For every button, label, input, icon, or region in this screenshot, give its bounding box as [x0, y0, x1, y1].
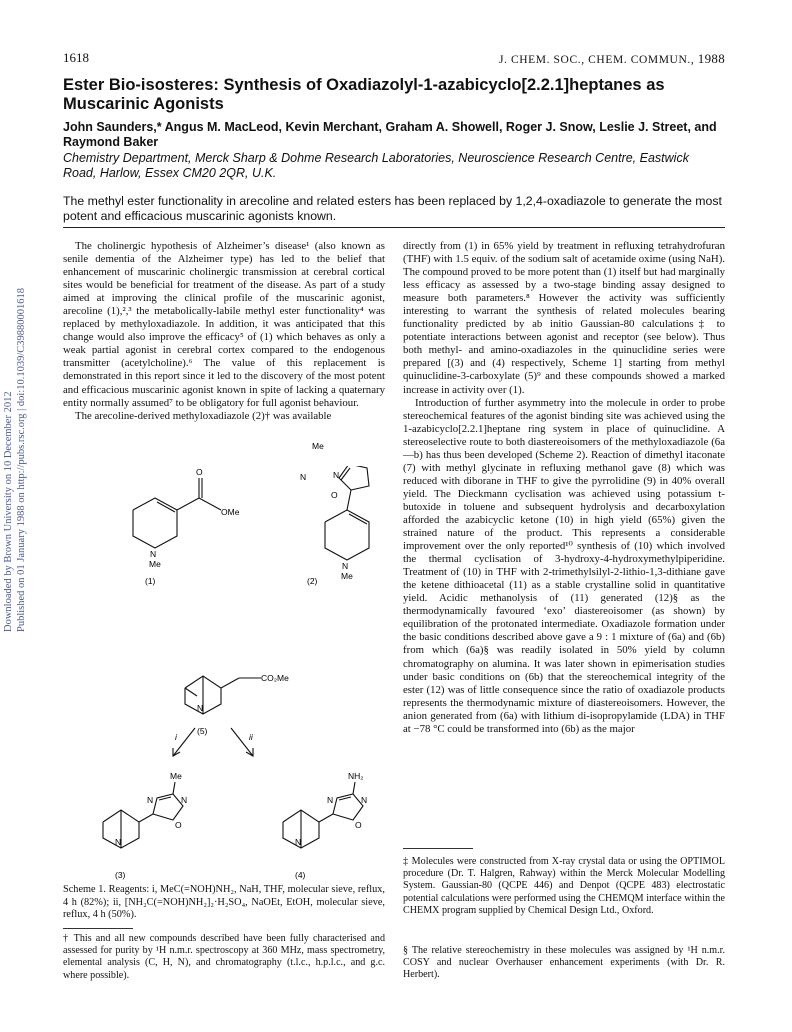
label-compound-1: (1) [145, 576, 156, 586]
n-label-3a: N [147, 795, 154, 805]
arrow-label-i: i [175, 732, 177, 742]
methyl-label-2: Me [312, 441, 324, 451]
oxadiazole-n-left: N [300, 472, 307, 482]
scheme-1-caption: Scheme 1. Reagents: i, MeC(=NOH)NH₂, NaH, THF, molecular sieve, reflux, 4 h (82%); ii, [NH₂C(=NOH)NH₂]₂·H₂SO₄, NaOEt, EtOH, molecular sieve, reflux, 4 h (50%). [63, 884, 385, 920]
n-atom-5: N [197, 703, 204, 713]
abstract: The methyl ester functionality in arecoline and related esters has been replaced by 1,2,4-oxadiazole to generate the most potent and efficacious muscarinic agonists known. [63, 194, 722, 223]
journal-year: 1988 [697, 51, 725, 66]
oxadiazole-n-right: N [333, 470, 340, 480]
page-number: 1618 [63, 50, 89, 65]
oxadiazole-2-labels [295, 440, 385, 500]
oxadiazole-products-svg [63, 770, 385, 882]
author-list: John Saunders,* Angus M. MacLeod, Kevin Merchant, Graham A. Showell, Roger J. Snow, Leslie J. Street, and Raymond Baker [63, 120, 717, 149]
n-atom-2: N [342, 561, 349, 571]
running-head [63, 50, 725, 66]
o-label-3: O [175, 820, 182, 830]
n-atom-3: N [115, 837, 122, 847]
oxadiazole-o: O [331, 490, 338, 500]
right-paragraph-2: Introduction of further asymmetry into the molecule in order to probe stereochemical features of the agonist binding site was achieved using the 1-azabicyclo[2.2.1]heptane ring system in place of quinuclidine. A stereoselective route to both diastereoisomers of the methyloxadiazole (6a—b) has thus been developed (Scheme 2). Reaction of dimethyl itaconate (7) with methyl glycinate in refluxing methanol gave (8) which was reduced with diborane in THF to give the pyrrolidine (9) in 40% overall yield. The Dieckmann cyclisation was achieved using potassium t-butoxide in toluene and subsequent hydrolysis and decarboxylation afforded the azabicyclic ketone (10) in high yield (65%) given the strained nature of the product. This represents a considerable improvement over the only reported¹⁰ synthesis of (10) which involved the thermal cyclisation of 3-hydroxy-4-hydroxymethylpiperidine. Treatment of (10) in THF with 2-trimethylsilyl-2-lithio-1,3-dithiane gave the ketene dithioacetal (11) as a stable crystalline solid in quantitative yield. Acidic methanolysis of (11) generated (12)§ as the thermodynamically favoured ‘exo’ diastereoisomer (as shown) by equilibration of the protonated intermediate. Oxadiazole formation under the basic conditions described above gave a 9 : 1 mixture of (6a) and (6b) from which (6a)§ was readily isolated in 50% yield by column chromatography on alumina. It was later shown in epimerisation studies under basic conditions on (6b) that the stereochemical integrity of the ester (12) was of little consequence since the ratio of oxadiazole products represents the thermodynamic mixture of diastereoisomers. However, the anion generated from (6a) with lithium di-isopropylamide (LDA) in THF at −78 °C could be transformed into (6b) as the major [403, 396, 725, 735]
co2me-group: CO₂Me [261, 673, 289, 683]
watermark-download-line: Downloaded by Brown University on 10 December 2012 [3, 391, 14, 632]
footnote-section: § The relative stereochemistry in these molecules was assigned by ¹H n.m.r. COSY and nuclear Overhauser enhancement experiments (with Dr. R. Herbert). [403, 945, 725, 981]
carbonyl-oxygen: O [196, 467, 203, 477]
n-methyl-2: Me [341, 571, 353, 581]
oxadiazole-2-svg [295, 440, 385, 500]
right-paragraph-1: directly from (1) in 65% yield by treatment in refluxing tetrahydrofuran (THF) with 1.5 equiv. of the sodium salt of acetamide oxime (using NaH). The compound proved to be more potent than (1) itself but had marginally less efficacy as assessed by a two-stage binding assay designed to measure both parameters.⁸ However the activity was sufficiently interesting to warrant the synthesis of related molecules bearing functionality predicted by ab initio Gaussian-80 calculations‡ to potentiate interactions between agonist and receptor (see below). Thus both methyl- and amino-oxadiazoles in the quinuclidine series were prepared [(3) and (4) respectively, Scheme 1] starting from methyl quinuclidine-3-carboxylate (5)⁹ and these compounds showed a marked increase in activity over (1). [403, 240, 725, 396]
article-title: Ester Bio-isosteres: Synthesis of Oxadiazolyl-1-azabicyclo[2.2.1]heptanes as Muscarinic Agonists [63, 76, 665, 113]
n-label-4b: N [361, 795, 368, 805]
right-column [403, 240, 725, 736]
label-compound-5: (5) [197, 726, 208, 736]
intro-paragraph: The cholinergic hypothesis of Alzheimer’s disease¹ (also known as senile dementia of the Alzheimer type) has led to the belief that enhancement of muscarinic cholinergic transmission at cerebral cortical sites would be beneficial for treatment of the disease. As part of a study aimed at improving the clinical profile of the muscarinic agonist, arecoline (1),²,³ the metabolically-labile methyl ester functionality⁴ was replaced by methyloxadiazole. In addition, it was anticipated that this change would also improve the efficacy⁵ of (1) which behaves as only a weak partial agonist in cerebral cortex compared to the endogenous transmitter (acetylcholine).⁶ The value of this replacement is demonstrated in this report since it led to the discovery of the most potent and efficacious muscarinic agonist known in spite of lacking a quaternary entity normally assumed⁷ to be obligatory for full agonist behaviour. [63, 240, 385, 409]
n-methyl-1: Me [149, 559, 161, 569]
n-atom-4: N [295, 837, 302, 847]
n-label-4a: N [327, 795, 334, 805]
ester-ome: OMe [221, 507, 240, 517]
structures-3-4 [63, 770, 385, 882]
quinuclidine-ester-svg [63, 640, 385, 760]
download-watermark [2, 232, 32, 632]
paragraph-2-start: The arecoline-derived methyloxadiazole (2)† was available [75, 409, 332, 422]
amino-label-4: NH₂ [348, 771, 364, 781]
n-label-3b: N [181, 795, 188, 805]
label-compound-4: (4) [295, 870, 306, 880]
footnote-ddagger: ‡ Molecules were constructed from X-ray crystal data or using the OPTIMOL procedure (Dr. T. Halgren, Rahway) within the Merck Molecular Modelling System. Gaussian-80 (QCPE 446) and Denpot (QCPE 483) electrostatic potential calculations were performed using the CHEMQM interface within the CHEMX program supplied by Chemical Design Ltd., Oxford. [403, 856, 725, 916]
affiliation: Chemistry Department, Merck Sharp & Dohme Research Laboratories, Neuroscience Research Centre, Eastwick Road, Harlow, Essex CM20 2QR, U.K. [63, 151, 689, 180]
watermark-published-line: Published on 01 January 1988 on http://pubs.rsc.org | doi:10.1039/C39880001618 [16, 287, 27, 632]
structure-5 [63, 640, 385, 760]
footnote-dagger: † This and all new compounds described have been fully characterised and assessed for purity by ¹H n.m.r. spectroscopy at 360 MHz, mass spectrometry, elemental analysis (C, H, N), and chromatography (t.l.c., h.p.l.c., and g.c. where possible). [63, 933, 385, 981]
o-label-4: O [355, 820, 362, 830]
arrow-label-ii: ii [249, 732, 253, 742]
header-divider [63, 227, 725, 228]
left-column [63, 240, 385, 423]
footnote-rule-right [403, 848, 473, 849]
journal-title: J. CHEM. SOC., CHEM. COMMUN., [498, 54, 695, 66]
methyl-label-3: Me [170, 771, 182, 781]
footnote-rule-left [63, 928, 133, 929]
label-compound-3: (3) [115, 870, 126, 880]
label-compound-2: (2) [307, 576, 318, 586]
n-atom-1: N [150, 549, 157, 559]
journal-name [499, 51, 725, 67]
